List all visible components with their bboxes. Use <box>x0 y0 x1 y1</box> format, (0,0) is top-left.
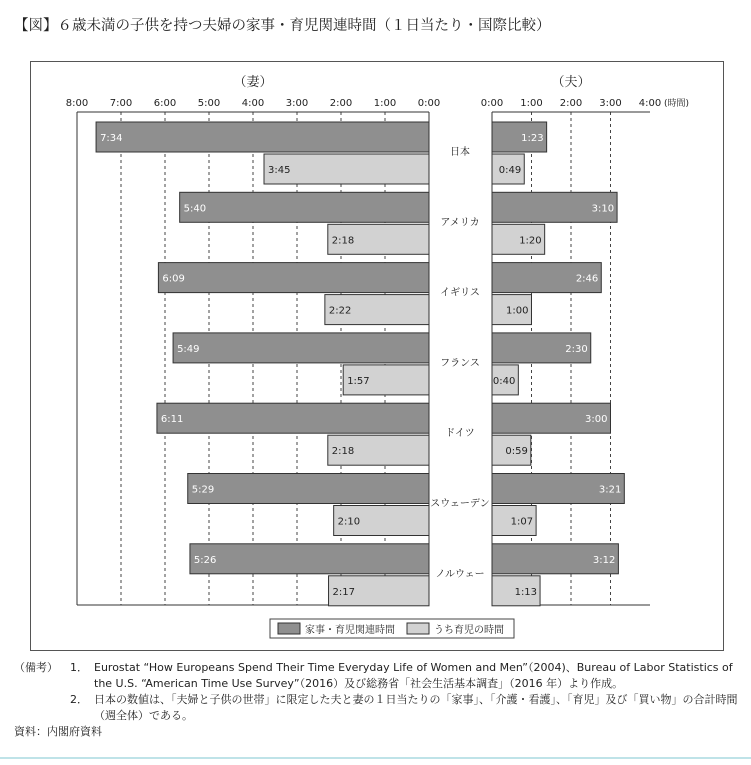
category-label: イギリス <box>440 287 480 299</box>
wife-tick-label: 0:00 <box>417 98 441 109</box>
category-label: 日本 <box>450 147 470 158</box>
note-1-text: Eurostat “How Europeans Spend Their Time Everyday Life of Women and Men”（2004)、Bureau of Labor Statistics of the U.S. “American Time Use Survey”（2016）及び総務省「社会生活基本調査」（2016 年）より作成。 <box>94 661 733 690</box>
legend-label-housework: 家事・育児関連時間 <box>305 625 395 636</box>
category-label: ドイツ <box>445 428 475 440</box>
wife-housework-bar <box>190 544 429 574</box>
panel-label-husband: （夫） <box>551 75 591 90</box>
wife-childcare-label: 2:17 <box>332 586 356 598</box>
wife-tick-label: 3:00 <box>285 98 309 109</box>
husband-tick-label: 3:00 <box>599 98 622 109</box>
legend-swatch-childcare <box>407 623 429 634</box>
wife-housework-bar <box>180 192 429 222</box>
wife-housework-label: 6:09 <box>162 273 185 285</box>
wife-tick-label: 4:00 <box>241 98 265 109</box>
husband-childcare-label: 1:20 <box>519 235 542 247</box>
husband-housework-label: 3:12 <box>592 554 616 566</box>
wife-tick-label: 7:00 <box>109 98 133 109</box>
wife-childcare-label: 1:57 <box>347 375 370 387</box>
wife-housework-bar <box>158 263 429 293</box>
wife-housework-label: 6:11 <box>160 414 184 426</box>
source-row <box>14 724 739 740</box>
bottom-divider <box>0 757 751 759</box>
note-1-number: 1． <box>70 661 88 674</box>
wife-tick-label: 8:00 <box>65 98 89 109</box>
wife-housework-bar <box>173 333 429 363</box>
husband-housework-label: 3:00 <box>585 414 608 426</box>
wife-tick-label: 5:00 <box>197 98 221 109</box>
wife-tick-label: 6:00 <box>153 98 177 109</box>
wife-housework-label: 5:26 <box>193 554 217 566</box>
panel-label-wife: （妻） <box>233 75 273 90</box>
wife-housework-label: 5:49 <box>177 343 200 355</box>
wife-childcare-label: 2:22 <box>328 305 352 317</box>
chart-title: 【図】６歳未満の子供を持つ夫婦の家事・育児関連時間（１日当たり・国際比較） <box>14 18 551 34</box>
wife-housework-label: 7:34 <box>100 133 123 144</box>
wife-tick-label: 1:00 <box>373 98 397 109</box>
husband-tick-label: 4:00 <box>638 98 662 109</box>
note-2 <box>14 692 739 724</box>
husband-housework-label: 2:30 <box>565 343 588 355</box>
husband-childcare-label: 1:07 <box>510 516 534 528</box>
husband-tick-unit: (時間) <box>664 99 690 109</box>
wife-tick-label: 2:00 <box>329 98 353 109</box>
husband-childcare-label: 1:00 <box>506 305 529 317</box>
wife-housework-bar <box>188 474 429 504</box>
source: 資料：内閣府資料 <box>14 725 102 738</box>
wife-childcare-label: 2:10 <box>337 516 361 528</box>
husband-housework-label: 2:46 <box>575 273 599 285</box>
category-label: ノルウェー <box>435 568 485 580</box>
category-label: スウェーデン <box>430 498 490 510</box>
husband-housework-label: 3:10 <box>591 203 615 215</box>
note-1 <box>14 660 739 692</box>
wife-childcare-label: 2:18 <box>331 235 355 247</box>
notes-head: （備考） <box>14 661 58 674</box>
husband-childcare-label: 0:40 <box>492 375 516 387</box>
husband-childcare-label: 0:59 <box>505 446 528 458</box>
wife-housework-label: 5:29 <box>191 484 215 496</box>
wife-housework-bar <box>157 403 429 433</box>
husband-childcare-label: 0:49 <box>498 165 522 176</box>
note-2-text: 日本の数値は、「夫婦と子供の世帯」に限定した夫と妻の１日当たりの「家事」、「介護・看護」、「育児」及び「買い物」の合計時間（週全体）である。 <box>94 693 738 722</box>
husband-tick-label: 2:00 <box>559 98 583 109</box>
husband-housework-label: 3:21 <box>598 484 622 496</box>
legend-label-childcare: うち育児の時間 <box>434 625 504 636</box>
wife-housework-bar <box>96 122 429 152</box>
category-label: アメリカ <box>440 217 480 229</box>
wife-childcare-label: 3:45 <box>268 165 291 176</box>
husband-tick-label: 1:00 <box>520 98 543 109</box>
husband-tick-label: 0:00 <box>480 98 504 109</box>
note-2-number: 2． <box>70 693 88 706</box>
husband-housework-label: 1:23 <box>521 133 544 144</box>
category-label: フランス <box>440 357 480 369</box>
notes <box>14 660 739 740</box>
husband-childcare-label: 1:13 <box>514 586 538 598</box>
wife-housework-label: 5:40 <box>183 203 207 215</box>
wife-childcare-label: 2:18 <box>331 446 355 458</box>
legend-swatch-housework <box>278 623 300 634</box>
